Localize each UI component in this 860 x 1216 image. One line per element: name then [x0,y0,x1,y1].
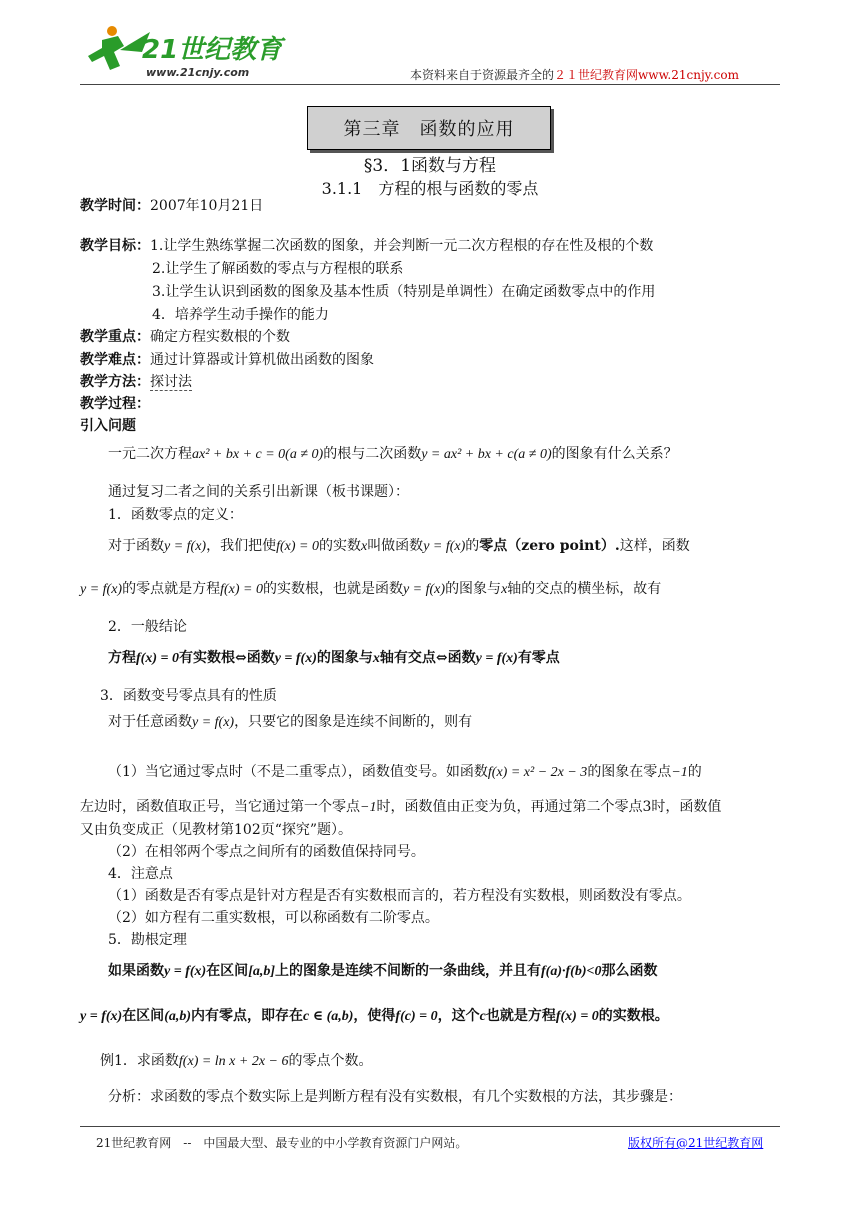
p3-2: （2）在相邻两个零点之间所有的函数值保持同号。 [108,844,425,860]
header-divider [80,84,780,85]
p1-l1-eq3: y = f(x) [423,539,466,554]
section-title: §3．1函数与方程 [363,156,497,176]
p5-l2-e: 也就是方程 [485,1008,556,1024]
p2-e: 轴有交点 [379,650,436,666]
p5-l2-c-var: c [479,1009,486,1024]
p1-l2-b: 的实数根，也就是函数 [262,581,403,597]
p1-l2-x: x [501,582,508,597]
header-note [410,66,739,83]
q1-text-c: 的图象有什么关系？ [551,446,678,462]
p1-l2-a: 的零点就是方程 [122,581,221,597]
footer-divider [80,1126,780,1127]
p3-intro [108,712,472,733]
p2-eq2: y = f(x) [274,651,317,666]
meta-method [80,372,192,392]
ex1-eq: f(x) = ln x + 2x − 6 [178,1054,289,1069]
intro-question [108,444,678,465]
iff-symbol: ⇔ [435,650,448,666]
header-note-prefix: 本资料来自于资源最齐全的 [410,68,555,82]
logo-text: 21世纪教育 [142,35,283,65]
p2-d: 的图象与 [316,650,373,666]
difficulty-value: 通过计算器或计算机做出函数的图象 [150,352,374,368]
p3-1-eq: f(x) = x² − 2x − 3 [487,765,588,780]
p1-l1-d: 叫做函数 [367,538,424,554]
p5-l2-interval: (a,b) [164,1009,192,1024]
p1-l1-eq2: f(x) = 0 [276,539,319,554]
p4-2: （2）如方程有二重实数根，可以称函数有二阶零点。 [108,910,439,926]
p5-l2-b: 内有零点，即存在 [191,1008,304,1024]
q1-equation: ax² + bx + c = 0(a ≠ 0) [192,447,324,462]
p3-1-c: 的 [687,764,702,780]
p3-1-b: 的图象在零点 [587,764,672,780]
logo-url: www.21cnjy.com [146,66,250,79]
q1-text-a: 一元二次方程 [108,446,192,462]
p3-1-l2-n: −1 [360,800,377,815]
p5-l1-b: 在区间 [206,963,249,979]
goal-label: 教学目标： [80,238,150,254]
p2-eq3: y = f(x) [475,651,518,666]
p5-l2-d: ，这个 [437,1008,480,1024]
p4-title: 4．注意点 [108,866,173,882]
ex1-b: 的零点个数。 [288,1053,373,1069]
p5-l2-a: 在区间 [122,1008,165,1024]
p1-l1-eq1: y = f(x) [164,539,207,554]
p5-l1-d: 那么函数 [601,963,658,979]
q1-text-b: 的根与二次函数 [323,446,422,462]
p1-l1-c: 的实数 [318,538,361,554]
p5-l1-eq1: y = f(x) [164,964,207,979]
site-logo [80,22,290,82]
p5-l2-eq4: f(x) = 0 [555,1009,599,1024]
p2-x: x [372,651,380,666]
time-value: 2007年10月21日 [150,198,264,214]
chapter-title: 第三章 函数的应用 [307,106,551,150]
p1-l2-c: 的图象与 [445,581,502,597]
example-1 [100,1051,373,1072]
meta-difficulty [80,350,374,370]
zero-point-term: 零点（zero point）. [479,538,620,554]
key-label: 教学重点： [80,329,150,345]
p5-l1-interval: [a,b] [248,964,276,979]
footer-text: 21世纪教育网 -- 中国最大型、最专业的中小学教育资源门户网站。 [96,1136,468,1150]
p1-l1-x: x [360,539,368,554]
meta-time [80,196,263,216]
p3-1-a: （1）当它通过零点时（不是二重零点），函数值变号。如函数 [108,764,488,780]
p1-line1 [108,536,690,557]
p2-b: 有实数根 [178,650,235,666]
p3-eq: y = f(x) [192,715,235,730]
p1-l2-eq1: y = f(x) [80,582,123,597]
p5-l2-eq2: c ∈ (a,b) [303,1009,354,1024]
p5-l2-f: 的实数根。 [598,1008,669,1024]
p5-l1-eq2: f(a)·f(b)<0 [541,964,602,979]
p5-l1-a: 如果函数 [108,963,164,979]
p1-title: 1．函数零点的定义： [108,507,243,523]
p1-l1-a: 对于函数 [108,538,164,554]
key-value: 确定方程实数根的个数 [150,329,290,345]
method-value: 探讨法 [150,374,192,390]
p1-l1-f: 这样，函数 [619,538,690,554]
p3-1-line3: 又由负变成正（见教材第102页“探究”题）。 [80,822,353,838]
goal-3: 3.让学生认识到函数的图象及基本性质（特别是单调性）在确定函数零点中的作用 [152,284,656,300]
p5-l2-c: ，使得 [353,1008,396,1024]
p1-l2-eq3: y = f(x) [402,582,446,597]
p5-title: 5．勘根定理 [108,932,187,948]
p1-l1-b: ，我们把使 [206,538,277,554]
ex1-a: 例1．求函数 [100,1053,179,1069]
header-note-site[interactable]: www.21cnjy.com [638,68,739,82]
q1-function: y = ax² + bx + c(a ≠ 0) [421,447,552,462]
p3-title: 3．函数变号零点具有的性质 [100,688,277,704]
goal-2: 2.让学生了解函数的零点与方程根的联系 [152,261,404,277]
meta-goals [80,236,653,256]
p2-f: 函数 [447,650,476,666]
p3-1-l2-a: 左边时，函数值取正号，当它通过第一个零点 [80,799,360,815]
p2-conclusion [108,648,560,669]
p1-l2-d: 轴的交点的横坐标，故有 [507,581,662,597]
header-note-source: ２１世纪教育网 [554,68,639,82]
p5-l2-eq1: y = f(x) [80,1009,123,1024]
p1-line2 [80,579,661,600]
goal-1: 1.让学生熟练掌握二次函数的图象，并会判断一元二次方程根的存在性及根的个数 [150,238,654,254]
p3-b: ，只要它的图象是连续不间断的，则有 [234,714,473,730]
p3-1-line1 [108,762,702,783]
iff-symbol: ⇔ [234,650,247,666]
method-label: 教学方法： [80,374,150,390]
p2-g: 有零点 [517,650,560,666]
subsection-title: 3.1.1 方程的根与函数的零点 [321,179,539,198]
meta-key [80,327,290,347]
goal-4: 4．培养学生动手操作的能力 [152,307,329,323]
intro-heading: 引入问题 [80,418,136,434]
p5-l1-c: 上的图象是连续不间断的一条曲线，并且有 [275,963,542,979]
difficulty-label: 教学难点： [80,352,150,368]
p2-c: 函数 [246,650,275,666]
review-text: 通过复习二者之间的关系引出新课（板书课题）： [108,484,409,500]
p5-line2 [80,1006,669,1027]
p1-l1-e: 的 [465,538,480,554]
p5-line1 [108,961,657,982]
p2-eq1: f(x) = 0 [136,651,179,666]
analysis-text: 分析：求函数的零点个数实际上是判断方程有没有实数根，有几个实数根的方法，其步骤是： [108,1089,682,1105]
p4-1: （1）函数是否有零点是针对方程是否有实数根而言的，若方程没有实数根，则函数没有零点。 [108,888,691,904]
p5-l2-eq3: f(c) = 0 [395,1009,438,1024]
p1-l2-eq2: f(x) = 0 [220,582,263,597]
time-label: 教学时间： [80,198,150,214]
footer-copyright-link[interactable]: 版权所有@21世纪教育网 [628,1136,764,1150]
p2-title: 2．一般结论 [108,619,187,635]
p3-a: 对于任意函数 [108,714,192,730]
p2-a: 方程 [108,650,136,666]
p3-1-l2-b: 时，函数值由正变为负，再通过第二个零点3时，函数值 [376,799,722,815]
process-label: 教学过程： [80,396,150,412]
p3-1-n1: −1 [671,765,688,780]
p3-1-line2 [80,797,721,818]
